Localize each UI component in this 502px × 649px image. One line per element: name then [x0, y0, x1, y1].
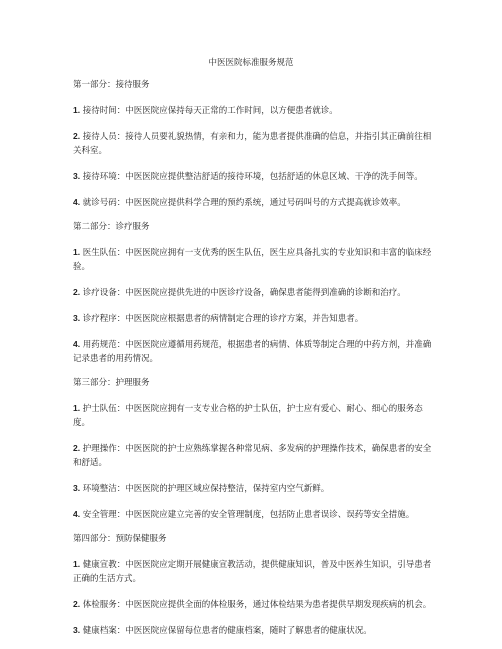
item-number: 2.: [73, 131, 81, 141]
item-text: 就诊号码：中医医院应提供科学合理的预约系统，通过号码叫号的方式提高就诊效率。: [82, 198, 406, 208]
list-item: [73, 481, 439, 496]
item-text: 护理操作：中医医院的护士应熟练掌握各种常见病、多发病的护理操作技术，确保患者的安全和舒适。: [73, 444, 432, 468]
item-number: 2.: [73, 443, 81, 453]
item-text: 环境整洁：中医医院的护理区域应保持整洁，保持室内空气新鲜。: [82, 484, 330, 494]
item-text: 医生队伍：中医医院应拥有一支优秀的医生队伍，医生应具备扎实的专业知识和丰富的临床经验。: [73, 248, 432, 272]
item-number: 3.: [73, 625, 81, 635]
document-body: [73, 79, 439, 649]
list-item: [73, 507, 439, 522]
list-item: [73, 623, 439, 638]
item-text: 接待时间：中医医院应保持每天正常的工作时间，以方便患者就诊。: [82, 106, 338, 116]
list-item: [73, 557, 439, 586]
item-number: 2.: [73, 287, 81, 297]
item-number: 4.: [73, 509, 81, 519]
section-nursing: [73, 377, 439, 522]
item-text: 用药规范：中医医院应遵循用药规范，根据患者的病情、体质等制定合理的中药方剂，并准确记录患者的用药情况。: [73, 340, 432, 364]
document-title: 中医医院标准服务规范: [208, 58, 294, 68]
item-text: 诊疗程序：中医医院应根据患者的病情制定合理的诊疗方案，并告知患者。: [82, 314, 364, 324]
item-text: 诊疗设备：中医医院应提供先进的中医诊疗设备，确保患者能得到准确的诊断和治疗。: [82, 288, 406, 298]
item-number: 3.: [73, 313, 81, 323]
section-heading: 第四部分：预防保健服务: [73, 534, 167, 544]
list-item: [73, 311, 439, 326]
list-item: [73, 441, 439, 470]
item-text: 安全管理：中医医院应建立完善的安全管理制度，包括防止患者误诊、误药等安全措施。: [82, 510, 415, 520]
item-text: 体检服务：中医医院应提供全面的体检服务，通过体检结果为患者提供早期发现疾病的机会。: [82, 600, 432, 610]
item-text: 健康档案：中医医院应保留每位患者的健康档案，随时了解患者的健康状况。: [82, 626, 372, 636]
list-item: [73, 337, 439, 366]
item-number: 3.: [73, 483, 81, 493]
section-heading: 第二部分：诊疗服务: [73, 222, 150, 232]
list-item: [73, 129, 439, 158]
list-item: [73, 195, 439, 210]
item-number: 1.: [73, 105, 81, 115]
list-item: [73, 245, 439, 274]
item-text: 健康宣教：中医医院应定期开展健康宣教活动，提供健康知识，普及中医养生知识，引导患者正确的生活方式。: [73, 560, 432, 584]
item-text: 接待人员：接待人员要礼貌热情，有亲和力，能为患者提供准确的信息，并指引其正确前往相关科室。: [73, 132, 432, 156]
item-text: 接待环境：中医医院应提供整洁舒适的接待环境，包括舒适的休息区域、干净的洗手间等。: [82, 172, 423, 182]
list-item: [73, 103, 439, 118]
item-number: 2.: [73, 599, 81, 609]
list-item: [73, 597, 439, 612]
item-number: 3.: [73, 171, 81, 181]
section-prevention: [73, 533, 439, 638]
list-item: [73, 401, 439, 430]
section-diagnosis: [73, 221, 439, 366]
item-number: 1.: [73, 403, 81, 413]
section-heading: 第三部分：护理服务: [73, 378, 150, 388]
list-item: [73, 169, 439, 184]
item-text: 护士队伍：中医医院应拥有一支专业合格的护士队伍，护士应有爱心、耐心、细心的服务态度。: [73, 404, 423, 428]
list-item: [73, 285, 439, 300]
section-reception: [73, 79, 439, 210]
item-number: 4.: [73, 339, 81, 349]
item-number: 4.: [73, 197, 81, 207]
item-number: 1.: [73, 247, 81, 257]
item-number: 1.: [73, 559, 81, 569]
section-heading: 第一部分：接待服务: [73, 80, 150, 90]
